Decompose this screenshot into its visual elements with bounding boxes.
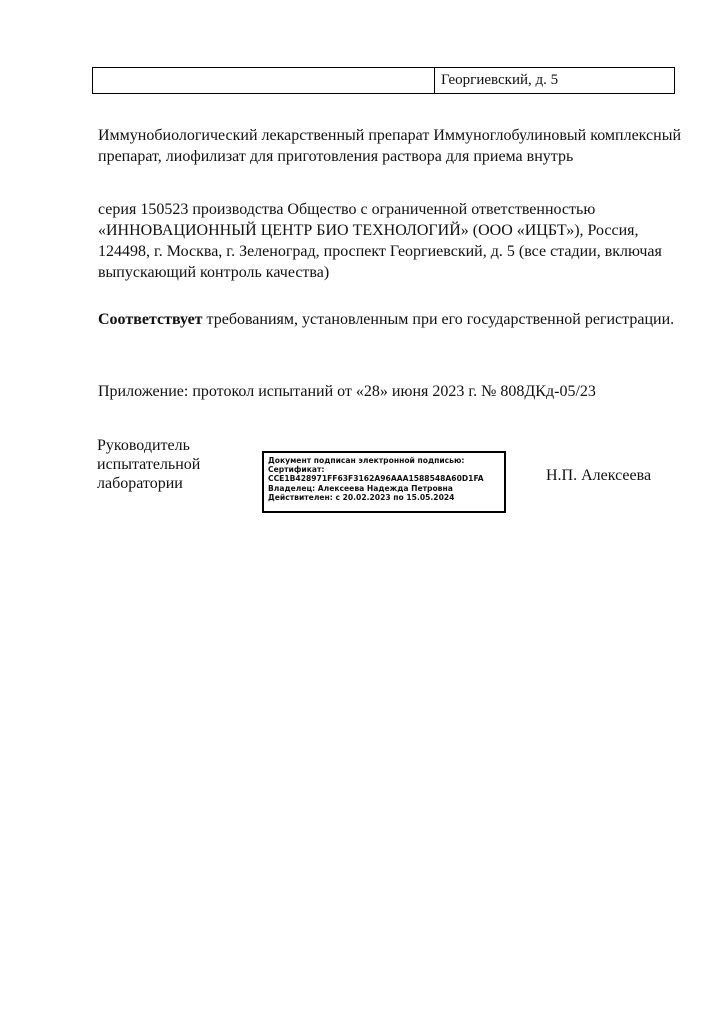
appendix-line: Приложение: протокол испытаний от «28» июня 2023 г. № 808ДКд-05/23 <box>98 383 596 400</box>
header-table <box>92 67 675 94</box>
compliance-bold-word: Соответствует <box>98 311 203 328</box>
product-description: Иммунобиологический лекарственный препарат Иммуноглобулиновый комплексный препарат, лиофилизат для приготовления раствора для приема внутрь <box>98 127 682 165</box>
stamp-line-certificate-id: CCE1B428971FF63F3162A96AAA1588548A60D1FA <box>268 474 484 484</box>
compliance-text: требованиям, установленным при его государственной регистрации. <box>202 311 675 328</box>
stamp-line-owner: Владелец: Алексеева Надежда Петровна <box>268 483 453 493</box>
signer-name: Н.П. Алексеева <box>546 467 652 484</box>
stamp-line-validity: Действителен: с 20.02.2023 по 15.05.2024 <box>268 492 455 502</box>
compliance-statement <box>98 309 688 330</box>
stamp-line-heading: Документ подписан электронной подписью: <box>268 456 465 465</box>
series-manufacturer-info: серия 150523 производства Общество с ограниченной ответственностью «ИННОВАЦИОННЫЙ ЦЕНТР БИО ТЕХНОЛОГИЙ» (ООО «ИЦБТ»), Россия, 124498, г. Москва, г. Зеленоград, проспект Георгиевский, д. 5 (все стадии, включая выпускающий контроль качества) <box>98 201 662 281</box>
header-table-address-cell: Георгиевский, д. 5 <box>441 72 559 88</box>
stamp-line-certificate-label: Сертификат: <box>268 465 325 475</box>
header-table-empty-cell <box>93 68 435 93</box>
electronic-signature-stamp <box>262 451 506 513</box>
signer-position: Руководитель испытательной лаборатории <box>97 437 201 492</box>
